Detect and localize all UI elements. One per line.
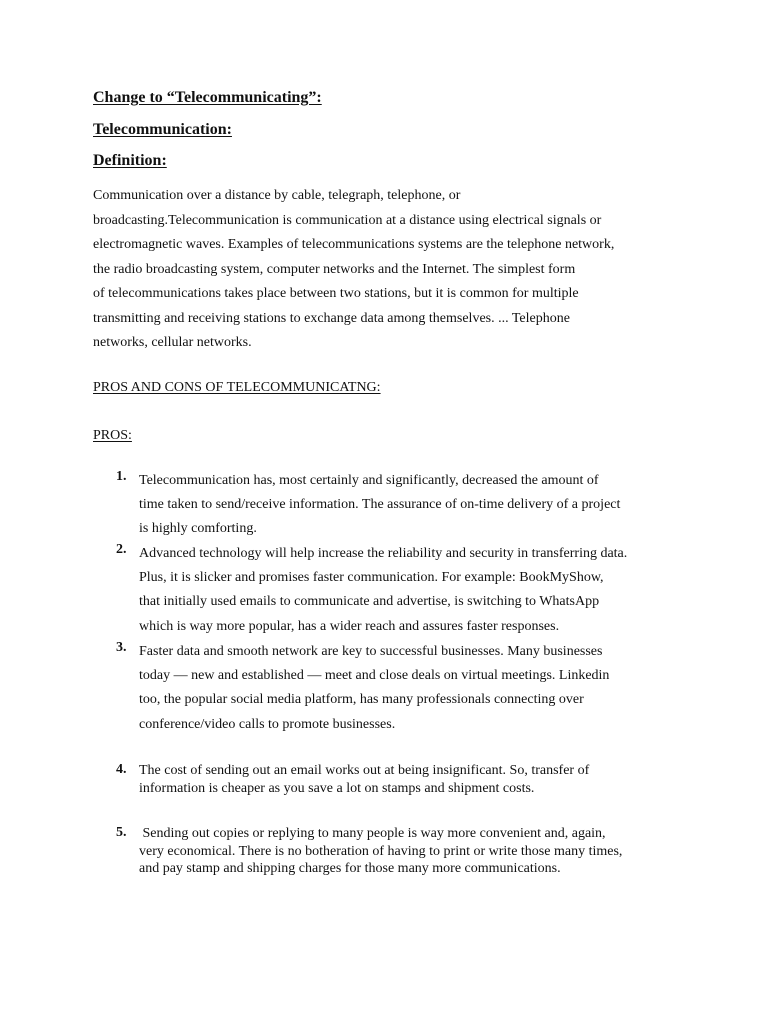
definition-line: electromagnetic waves. Examples of telecommunications systems are the telephone network, <box>93 237 615 252</box>
list-item-line: which is way more popular, has a wider reach and assures faster responses. <box>139 618 560 634</box>
definition-paragraph <box>93 184 683 356</box>
definition-line: transmitting and receiving stations to exchange data among themselves. ... Telephone <box>93 310 570 326</box>
list-item-line: is highly comforting. <box>139 521 257 537</box>
document-title: Change to “Telecommunicating”: <box>93 89 322 106</box>
heading-telecommunication: Telecommunication: <box>93 121 232 138</box>
list-item-line: today — new and established — meet and close deals on virtual meetings. Linkedin <box>139 668 610 684</box>
list-item-line: Sending out copies or replying to many people is way more convenient and, again, <box>139 826 606 841</box>
list-item-line: Faster data and smooth network are key to successful businesses. Many businesses <box>139 644 603 659</box>
list-item-line: information is cheaper as you save a lot on stamps and shipment costs. <box>139 780 535 796</box>
section-heading-pros: PROS: <box>93 428 132 443</box>
list-item <box>112 825 692 878</box>
definition-line: networks, cellular networks. <box>93 335 252 350</box>
definition-line: the radio broadcasting system, computer networks and the Internet. The simplest form <box>93 261 576 277</box>
list-number: 4. <box>116 762 127 777</box>
section-heading-pros-and-cons: PROS AND CONS OF TELECOMMUNICATNG: <box>93 380 381 395</box>
list-number: 5. <box>116 825 127 840</box>
list-item <box>112 640 692 737</box>
list-item-line: that initially used emails to communicate and advertise, is switching to WhatsApp <box>139 594 600 610</box>
list-item-line: The cost of sending out an email works out at being insignificant. So, transfer of <box>139 763 590 778</box>
definition-line: of telecommunications takes place between two stations, but it is common for multiple <box>93 286 579 301</box>
heading-definition: Definition: <box>93 152 167 169</box>
list-item-line: time taken to send/receive information. The assurance of on-time delivery of a project <box>139 497 621 513</box>
list-item-line: Plus, it is slicker and promises faster communication. For example: BookMyShow, <box>139 570 604 586</box>
list-item <box>112 762 692 797</box>
list-item <box>112 542 692 639</box>
definition-line: broadcasting.Telecommunication is communication at a distance using electrical signals or <box>93 212 602 228</box>
list-item <box>112 469 692 542</box>
list-number: 3. <box>116 640 127 655</box>
list-number: 2. <box>116 542 127 557</box>
list-item-line: and pay stamp and shipping charges for those many more communications. <box>139 861 561 876</box>
list-item-line: conference/video calls to promote businesses. <box>139 716 396 732</box>
list-item-line: Telecommunication has, most certainly and significantly, decreased the amount of <box>139 473 599 488</box>
list-item-line: Advanced technology will help increase the reliability and security in transferring data. <box>139 546 628 561</box>
definition-line: Communication over a distance by cable, telegraph, telephone, or <box>93 188 461 203</box>
list-item-line: very economical. There is no botheration of having to print or write those many times, <box>139 843 623 859</box>
list-item-line: too, the popular social media platform, has many professionals connecting over <box>139 692 584 708</box>
list-number: 1. <box>116 469 127 484</box>
